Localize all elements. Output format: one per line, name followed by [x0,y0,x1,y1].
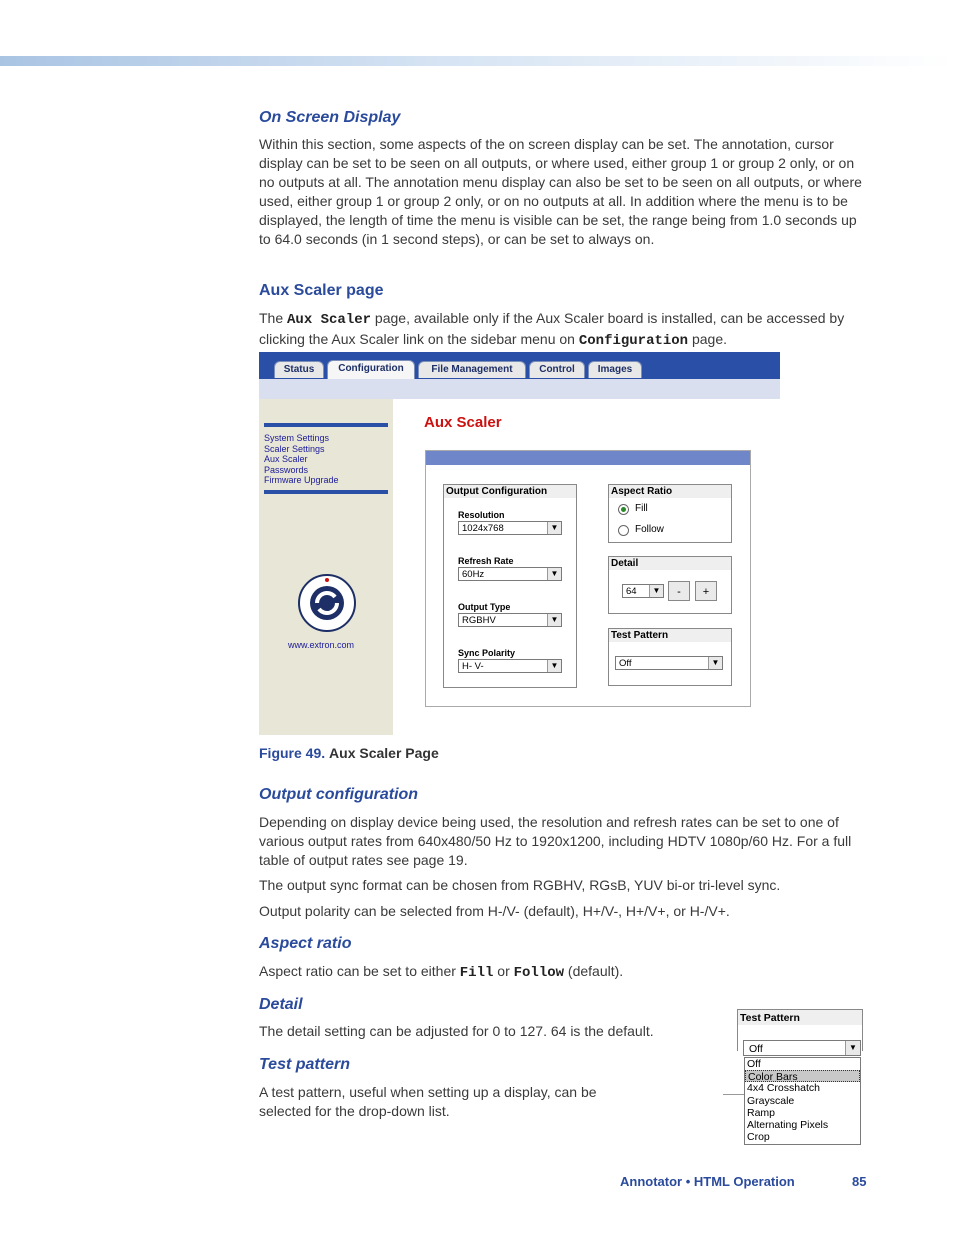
detail-increase-button[interactable]: + [695,581,717,601]
tab-images[interactable]: Images [588,361,642,378]
test-paragraph: A test pattern, useful when setting up a display, can be selected for the drop-down list. [259,1084,597,1119]
settings-panel [425,450,751,707]
chevron-down-icon: ▼ [547,660,561,672]
output-config-group [443,484,577,688]
tp-option-ramp[interactable]: Ramp [747,1106,776,1119]
page-number: 85 [852,1174,867,1189]
sidebar-item-firmware-upgrade[interactable]: Firmware Upgrade [264,475,339,485]
output-type-label: Output Type [458,602,511,612]
resolution-label: Resolution [458,510,505,520]
tp-option-alternating-pixels[interactable]: Alternating Pixels [747,1118,829,1131]
tp-option-crop[interactable]: Crop [747,1131,770,1144]
sync-polarity-select[interactable] [458,659,562,673]
aux-text-1: The [259,310,288,326]
aux-code-1: Aux Scaler [287,312,372,328]
footer-title: Annotator • HTML Operation [620,1174,795,1189]
test-pattern-title: Test Pattern [609,629,731,642]
test-pattern-dropdown-figure [737,1009,863,1145]
aux-text-2: page, available only if the Aux Scaler board is installed, can be accessed by clicking the Aux Scaler link on the sidebar menu on [259,310,845,347]
osd-paragraph: Within this section, some aspects of the on screen display can be set. The annotation, cursor display can be set to be seen on all outputs, or where used, either group 1 or group 2 only, or on no outputs at all. The annotation menu display can also be set to be seen on all outputs, or where used, either group 1 or group 2 only, or on no outputs at all. In addition where the menu is to be displayed, the length of time the menu is visible can be set, the range being from 1.0 seconds up to 64.0 seconds (in 1 second steps), or can be set to always on. [259,136,862,247]
tab-status[interactable]: Status [274,361,324,378]
sync-polarity-label: Sync Polarity [458,648,516,658]
test-heading: Test pattern [259,1056,350,1073]
output-config-title: Output Configuration [444,485,576,498]
tab-strip [259,379,780,399]
tp-title: Test Pattern [737,1009,863,1025]
output-heading: Output configuration [259,786,419,803]
figure-caption [259,745,439,761]
tp-option-crosshatch[interactable]: 4x4 Crosshatch [747,1082,820,1095]
output-type-value: RGBHV [462,615,496,626]
detail-heading: Detail [259,996,303,1013]
aspect-text-2: or [493,963,514,979]
test-pattern-select[interactable] [615,656,723,670]
detail-value: 64 [626,586,637,597]
chevron-down-icon: ▼ [649,585,663,597]
tp-selected-value: Off [749,1043,763,1055]
aspect-ratio-group [608,484,732,543]
sidebar [259,399,393,735]
chevron-down-icon: ▼ [845,1041,860,1055]
output-type-select[interactable] [458,613,562,627]
follow-radio[interactable] [618,525,629,536]
aspect-heading: Aspect ratio [259,935,352,952]
output-paragraph-2: The output sync format can be chosen from RGBHV, RGsB, YUV bi-or tri-level sync. [259,877,781,893]
detail-select[interactable] [622,584,664,598]
aspect-code-fill: Fill [459,965,494,981]
header-gradient-bar [0,56,954,66]
figure-caption-text: Aux Scaler Page [329,745,439,761]
sidebar-item-scaler-settings[interactable]: Scaler Settings [264,443,325,454]
aux-code-2: Configuration [578,332,689,349]
chevron-down-icon: ▼ [547,568,561,580]
follow-label: Follow [635,524,664,535]
fill-radio[interactable] [618,504,629,515]
test-pattern-group [608,628,732,686]
aspect-ratio-title: Aspect Ratio [609,485,731,498]
tp-options-list [744,1057,861,1145]
aspect-paragraph [259,962,865,983]
aspect-code-follow: Follow [513,965,565,981]
aspect-text-1: Aspect ratio can be set to either [259,963,460,979]
sidebar-top-rule [264,423,388,427]
figure-number: Figure 49. [259,745,326,761]
tab-configuration[interactable]: Configuration [327,360,415,379]
refresh-rate-value: 60Hz [462,569,485,580]
service-support-logo-icon [297,573,357,633]
refresh-rate-label: Refresh Rate [458,556,514,566]
tp-select[interactable] [743,1040,861,1056]
tab-file-management[interactable]: File Management [418,361,526,378]
resolution-select[interactable] [458,521,562,535]
fill-label: Fill [635,503,648,514]
tp-option-color-bars[interactable]: Color Bars [745,1070,860,1082]
aspect-text-3: (default). [564,963,624,979]
refresh-rate-select[interactable] [458,567,562,581]
tab-control[interactable]: Control [529,361,585,378]
resolution-value: 1024x768 [462,523,504,534]
sidebar-item-aux-scaler[interactable]: Aux Scaler [264,454,308,464]
sidebar-item-passwords[interactable]: Passwords [264,464,309,475]
page-title: Aux Scaler [424,414,502,431]
chevron-down-icon: ▼ [708,657,722,669]
tp-option-grayscale[interactable]: Grayscale [747,1094,795,1107]
osd-heading: On Screen Display [259,109,401,126]
aux-text-3: page. [688,330,728,347]
sidebar-bottom-rule [264,490,388,494]
tp-option-off[interactable]: Off [747,1058,761,1070]
output-paragraph-1: Depending on display device being used, the resolution and refresh rates can be set to one of various output rates from 640x480/50 Hz to 1920x1200, including HDTV 1080p/60 Hz. For a full table of output rates see page 19. [259,814,852,868]
detail-title: Detail [609,557,731,570]
sidebar-item-system-settings[interactable]: System Settings [264,433,330,443]
chevron-down-icon: ▼ [547,522,561,534]
extron-url-link[interactable]: www.extron.com [288,640,355,650]
test-pattern-value: Off [619,658,632,669]
detail-decrease-button[interactable]: - [668,581,690,601]
sync-polarity-value: H- V- [462,661,484,672]
detail-paragraph: The detail setting can be adjusted for 0 to 127. 64 is the default. [259,1023,654,1039]
detail-group [608,556,732,614]
aux-scaler-screenshot [259,352,780,735]
aux-heading: Aux Scaler page [259,282,384,299]
chevron-down-icon: ▼ [547,614,561,626]
output-paragraph-3: Output polarity can be selected from H-/V- (default), H+/V-, H+/V+, or H-/V+. [259,903,730,919]
aux-paragraph [259,309,865,351]
panel-header [426,451,750,465]
